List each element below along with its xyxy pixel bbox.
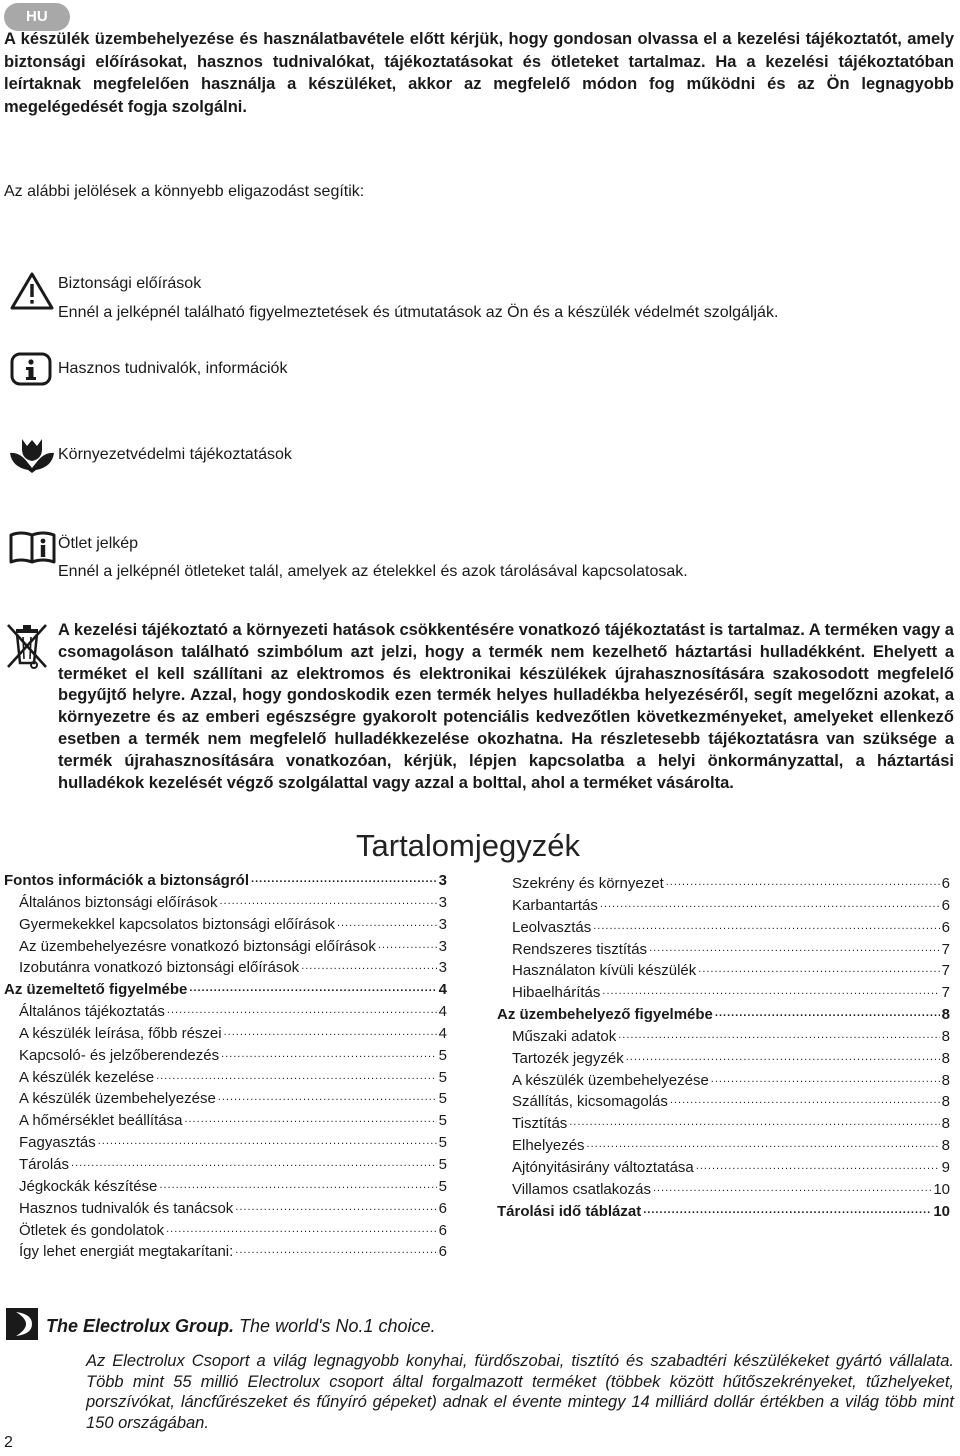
- toc-leader-dots: [715, 1003, 940, 1025]
- toc-entry-page: 3: [438, 893, 447, 911]
- info-icon: [10, 352, 52, 386]
- toc-entry-page: 5: [438, 1177, 447, 1195]
- toc-leader-dots: [156, 1066, 437, 1088]
- toc-entry-label: Elhelyezés: [512, 1137, 585, 1155]
- toc-leader-dots: [569, 1112, 939, 1134]
- toc-entry-label: Tárolási idő táblázat: [497, 1202, 642, 1220]
- toc-entry: [497, 917, 950, 939]
- toc-leader-dots: [666, 872, 940, 894]
- toc-entry-page: 4: [438, 1003, 447, 1021]
- toc-entry-label: Rendszeres tisztítás: [512, 940, 648, 958]
- toc-entry-page: 3: [438, 959, 447, 977]
- toc-entry-page: 3: [438, 937, 447, 955]
- toc-entry-page: 7: [941, 962, 950, 980]
- safety-description: Ennél a jelképnél található figyelmeztetések és útmutatások az Ön és a készülék védelmét szolgálják.: [58, 304, 779, 321]
- toc-entry-label: Jégkockák készítése: [19, 1177, 158, 1195]
- crossed-bin-icon: [4, 621, 50, 671]
- toc-entry-label: A hőmérséklet beállítása: [19, 1112, 183, 1130]
- toc-entry: [497, 1113, 950, 1135]
- toc-leader-dots: [698, 959, 939, 981]
- toc-entry: [4, 936, 447, 958]
- toc-leader-dots: [218, 1087, 437, 1109]
- toc-leader-dots: [378, 935, 437, 957]
- toc-entry-label: Műszaki adatok: [512, 1027, 617, 1045]
- toc-entry-label: Az üzembehelyezésre vonatkozó biztonsági előírások: [19, 937, 376, 955]
- toc-entry-label: Hasznos tudnivalók és tanácsok: [19, 1199, 234, 1217]
- toc-entry-page: 8: [941, 1093, 950, 1111]
- page-number: 2: [4, 1434, 13, 1451]
- toc-entry-label: Tisztítás: [512, 1115, 568, 1133]
- toc-entry: [4, 957, 447, 979]
- toc-entry: [4, 1220, 447, 1242]
- toc-entry-page: 5: [438, 1155, 447, 1173]
- book-info-icon: [8, 530, 58, 564]
- toc-entry-page: 7: [941, 940, 950, 958]
- toc-entry-page: 5: [438, 1090, 447, 1108]
- toc-entry-page: 6: [438, 1243, 447, 1261]
- toc-entry-label: Így lehet energiát megtakarítani:: [19, 1243, 234, 1261]
- toc-entry-label: A készülék üzembehelyezése: [512, 1071, 709, 1089]
- toc-leader-dots: [602, 981, 939, 1003]
- toc-entry-page: 8: [941, 1006, 950, 1024]
- toc-leader-dots: [600, 894, 940, 916]
- toc-entry-label: Tárolás: [19, 1155, 70, 1173]
- toc-entry-label: A készülék üzembehelyezése: [19, 1090, 216, 1108]
- info-title: Hasznos tudnivalók, információk: [58, 360, 288, 377]
- toc-entry: [4, 1023, 447, 1045]
- legend-intro: Az alábbi jelölések a könnyebb eligazodást segítik:: [4, 183, 365, 200]
- toc-entry-page: 4: [438, 981, 447, 999]
- toc-entry-label: Az üzembehelyező figyelmébe: [497, 1006, 713, 1024]
- toc-entry: [497, 982, 950, 1004]
- toc-entry-page: 8: [941, 1027, 950, 1045]
- toc-entry: [4, 1088, 447, 1110]
- toc-entry: [4, 1176, 447, 1198]
- toc-leader-dots: [159, 1175, 436, 1197]
- toc-entry-label: Általános tájékoztatás: [19, 1003, 165, 1021]
- toc-leader-dots: [711, 1069, 940, 1091]
- toc-leader-dots: [219, 891, 436, 913]
- toc-entry-label: Gyermekekkel kapcsolatos biztonsági előírások: [19, 915, 335, 933]
- toc-entry: [497, 1048, 950, 1070]
- toc-entry-page: 3: [438, 915, 447, 933]
- toc-entry-label: Ötletek és gondolatok: [19, 1221, 165, 1239]
- toc-leader-dots: [166, 1219, 437, 1241]
- safety-title: Biztonsági előírások: [58, 275, 202, 292]
- toc-entry: [4, 870, 447, 892]
- toc-entry: [497, 1004, 950, 1026]
- toc-entry: [497, 895, 950, 917]
- toc-entry: [497, 1091, 950, 1113]
- toc-entry: [4, 1241, 447, 1263]
- toc-entry: [4, 1154, 447, 1176]
- electrolux-logo-icon: [6, 1308, 38, 1340]
- warning-triangle-icon: [10, 272, 54, 310]
- toc-entry-page: 7: [941, 984, 950, 1002]
- toc-entry: [4, 979, 447, 1001]
- toc-leader-dots: [251, 869, 437, 891]
- idea-description: Ennél a jelképnél ötleteket talál, amelyek az ételekkel és azok tárolásával kapcsolatosak.: [58, 563, 688, 580]
- toc-leader-dots: [235, 1197, 436, 1219]
- toc-leader-dots: [224, 1022, 437, 1044]
- toc-entry-page: 9: [941, 1158, 950, 1176]
- toc-leader-dots: [71, 1153, 437, 1175]
- toc-leader-dots: [167, 1000, 437, 1022]
- toc-leader-dots: [189, 978, 436, 1000]
- idea-title: Ötlet jelkép: [58, 535, 139, 552]
- toc-leader-dots: [184, 1109, 436, 1131]
- toc-entry: [4, 1001, 447, 1023]
- toc-left-column: [4, 870, 447, 1263]
- toc-entry-label: Kapcsoló- és jelzőberendezés: [19, 1046, 220, 1064]
- toc-leader-dots: [626, 1047, 940, 1069]
- toc-leader-dots: [696, 1156, 940, 1178]
- toc-leader-dots: [98, 1131, 437, 1153]
- toc-leader-dots: [653, 1178, 931, 1200]
- toc-entry-page: 6: [941, 875, 950, 892]
- toc-entry-label: Karbantartás: [512, 896, 598, 914]
- toc-leader-dots: [593, 916, 939, 938]
- toc-entry: [497, 1179, 950, 1201]
- toc-leader-dots: [221, 1044, 437, 1066]
- toc-entry-label: Hibaelhárítás: [512, 984, 601, 1002]
- toc-entry-page: 10: [933, 1180, 950, 1198]
- toc-leader-dots: [649, 938, 940, 960]
- toc-leader-dots: [235, 1240, 436, 1262]
- toc-entry: [4, 1198, 447, 1220]
- toc-entry: [497, 960, 950, 982]
- toc-entry-label: Általános biztonsági előírások: [19, 893, 218, 911]
- brand-tagline: The world's No.1 choice.: [239, 1316, 436, 1336]
- toc-entry-label: Használaton kívüli készülék: [512, 962, 697, 980]
- toc-entry: [497, 1026, 950, 1048]
- toc-entry-page: 6: [941, 896, 950, 914]
- toc-entry: [497, 1201, 950, 1223]
- toc-leader-dots: [301, 956, 436, 978]
- toc-entry-page: 5: [438, 1046, 447, 1064]
- toc-entry: [497, 1135, 950, 1157]
- toc-entry-label: A készülék kezelése: [19, 1068, 155, 1086]
- toc-entry: [4, 1045, 447, 1067]
- toc-entry-page: 6: [941, 918, 950, 936]
- leaf-icon: [8, 437, 56, 475]
- toc-entry: [497, 1070, 950, 1092]
- toc-entry: [4, 914, 447, 936]
- toc-entry-label: Szekrény és környezet: [512, 875, 664, 892]
- toc-entry: [497, 1157, 950, 1179]
- language-badge: HU: [4, 3, 70, 31]
- toc-entry-label: Tartozék jegyzék: [512, 1049, 624, 1067]
- toc-entry-label: Leolvasztás: [512, 918, 592, 936]
- toc-entry-page: 6: [438, 1199, 447, 1217]
- toc-leader-dots: [670, 1090, 940, 1112]
- toc-entry-page: 5: [438, 1134, 447, 1152]
- toc-entry: [497, 939, 950, 961]
- toc-entry: [4, 1067, 447, 1089]
- toc-entry-page: 10: [933, 1202, 950, 1220]
- weee-notice: A kezelési tájékoztató a környezeti hatások csökkentésére vonatkozó tájékoztatást is tartalmaz. A terméken vagy a csomagoláson található szimbólum azt jelzi, hogy a termék nem kezelhető háztartási hulladékként. Ehelyett a terméket el kell szállítani az elektromos és elektronikai készülékek újrahasznosítására szakosodott megfelelő begyűjtő helyre. Azzal, hogy gondoskodik ezen termék helyes hulladékba helyezéséről, segít megelőzni azokat, a környezetre és az emberi egészségre gyakorolt potenciális kedvezőtlen következményeket, amelyeket ellenkező esetben a termék nem megfelelő hulladékkezelése okozhatna. Ha részletesebb tájékoztatásra van szüksége a termék újrahasznosítására vonatkozóan, kérjük, lépjen kapcsolatba a helyi önkormányzattal, a háztartási hulladékok kezelését végző szolgálattal vagy azzal a bolttal, ahol a terméket vásárolta.: [58, 621, 954, 792]
- toc-entry-page: 3: [438, 872, 447, 889]
- toc-entry: [4, 1132, 447, 1154]
- toc-leader-dots: [618, 1025, 939, 1047]
- toc-title: Tartalomjegyzék: [356, 828, 580, 863]
- brand-name: The Electrolux Group.: [46, 1316, 235, 1336]
- toc-entry-label: Ajtónyitásirány változtatása: [512, 1158, 694, 1176]
- environment-title: Környezetvédelmi tájékoztatások: [58, 446, 292, 463]
- toc-entry-page: 4: [438, 1024, 447, 1042]
- toc-entry-label: Fagyasztás: [19, 1134, 96, 1152]
- toc-entry-page: 5: [438, 1068, 447, 1086]
- toc-leader-dots: [643, 1200, 931, 1222]
- toc-entry-page: 5: [438, 1112, 447, 1130]
- toc-leader-dots: [587, 1134, 940, 1156]
- toc-entry-page: 6: [438, 1221, 447, 1239]
- toc-entry: [4, 892, 447, 914]
- toc-entry-label: Villamos csatlakozás: [512, 1180, 651, 1198]
- toc-entry-label: Szállítás, kicsomagolás: [512, 1093, 668, 1111]
- toc-entry-label: Izobutánra vonatkozó biztonsági előírások: [19, 959, 300, 977]
- toc-entry-label: Az üzemeltető figyelmébe: [4, 981, 188, 999]
- toc-entry: [4, 1110, 447, 1132]
- toc-entry-page: 8: [941, 1137, 950, 1155]
- toc-entry-page: 8: [941, 1071, 950, 1089]
- intro-paragraph: A készülék üzembehelyezése és használatbavétele előtt kérjük, hogy gondosan olvassa el a kezelési tájékoztatót, amely biztonsági előírásokat, hasznos tudnivalókat, tájékoztatásokat és ötleteket tartalmaz. Ha a kezelési tájékoztatóban leírtaknak megfelelően használja a készüléket, akkor az megfelelő módon fog működni és az Ön legnagyobb megelégedését fogja szolgálni.: [4, 30, 954, 116]
- toc-entry-label: Fontos információk a biztonságról: [4, 872, 250, 889]
- footer-title: [46, 1316, 436, 1337]
- toc-right-column: [497, 873, 950, 1223]
- footer-body: Az Electrolux Csoport a világ legnagyobb konyhai, fürdőszobai, tisztító és szabadtéri készülékeket gyártó vállalata. Több mint 55 millió Electrolux csoport által forgalmazott terméket (többek között hűtőszekrényeket, tűzhelyeket, porszívókat, láncfűrészeket és fűnyíró gépeket) adnak el évente mintegy 14 milliárd dollár értékben a világ több mint 150 országában.: [86, 1352, 954, 1432]
- toc-entry-page: 8: [941, 1115, 950, 1133]
- toc-entry: [497, 873, 950, 895]
- toc-leader-dots: [337, 913, 437, 935]
- toc-entry-page: 8: [941, 1049, 950, 1067]
- toc-entry-label: A készülék leírása, főbb részei: [19, 1024, 222, 1042]
